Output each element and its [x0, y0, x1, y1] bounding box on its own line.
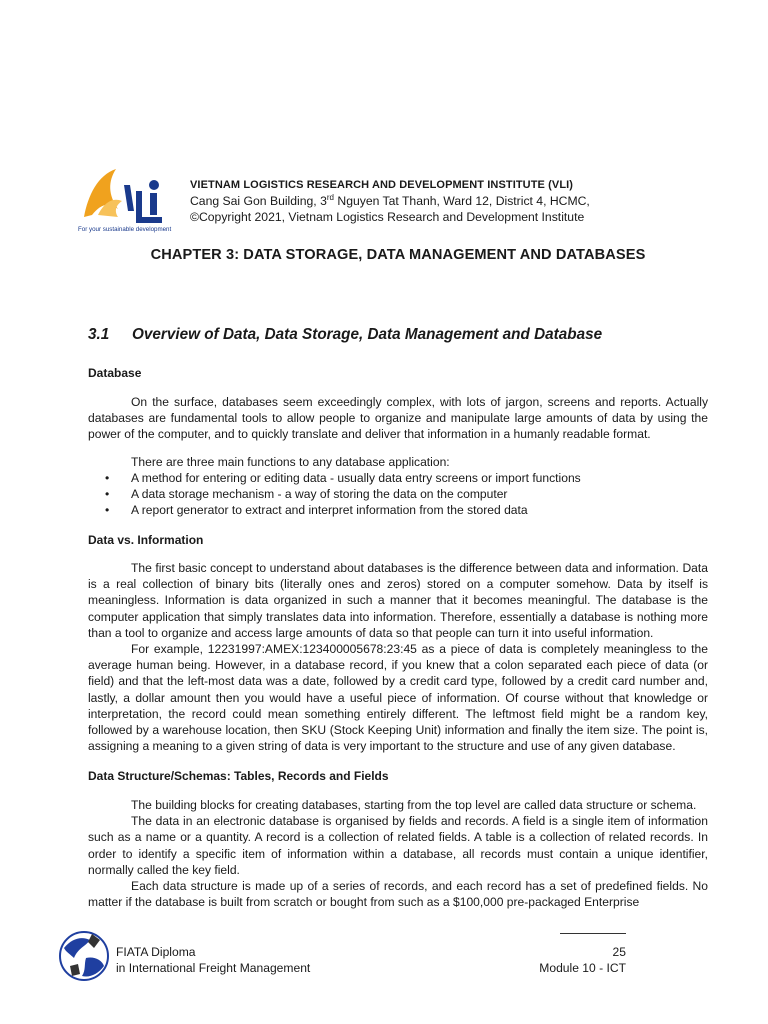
structure-paragraphs: The building blocks for creating databases, starting from the top level are called data structure or schema. The data in an electronic database is organised by fields and records. A field is a single item of information such as a name or a quantity. A record is a collection of related fields. A table is a collection of related records. In order to identify a specific item of information within a database, all records must contain a unique identifier, normally called the key field. Each data structure is made up of a series of records, and each record has a set of predefined fields. No matter if the database is built from scratch or bought from such as a $100,000 pre-packaged Enterprise	[88, 798, 708, 910]
footer-rule	[560, 933, 626, 934]
footer-program: FIATA Diploma in International Freight Management	[116, 945, 311, 975]
footer-page-info	[539, 944, 626, 976]
heading-database: Database	[88, 366, 142, 380]
list-item: • A data storage mechanism - a way of storing the data on the computer	[88, 486, 708, 502]
section-number: 3.1	[88, 326, 110, 343]
logo-tagline: For your sustainable development	[78, 226, 172, 233]
list-item: • A report generator to extract and interpret information from the stored data	[88, 502, 708, 518]
organization-block	[190, 177, 710, 225]
heading-data-vs-information: Data vs. Information	[88, 533, 204, 547]
vli-logo	[78, 165, 178, 233]
module-label: Module 10 - ICT	[539, 961, 626, 975]
section-heading	[88, 326, 602, 344]
functions-list	[88, 470, 708, 518]
heading-data-structure: Data Structure/Schemas: Tables, Records and Fields	[88, 769, 389, 783]
list-item: • A method for entering or editing data - usually data entry screens or import functions	[88, 470, 708, 486]
org-copyright: ©Copyright 2021, Vietnam Logistics Research and Development Institute	[190, 210, 585, 224]
data-vs-info-paragraphs: The first basic concept to understand about databases is the difference between data and information. Data is a real collection of binary bits (literally ones and zeros) stored on a computer somehow. Data by itself is meaningless. Information is data organized in such a manner that it becomes meaningful. The database is the computer application that simply translates data into information. Therefore, essentially a database is nothing more than a tool to organize and access large amounts of data so that people can turn it into useful information. For example, 12231997:AMEX:123400005678:23:45 as a piece of data is completely meaningless to the average human being. However, in a database record, if you knew that a colon separated each piece of data (or field) and that the left-most data was a date, followed by a credit card type, followed by a credit card number and, lastly, a dollar amount then you would have a useful piece of information. Of course without that knowledge or interpretation, the record could mean something entirely different. The leftmost field might be a random key, followed by a warehouse location, then SKU (Stock Keeping Unit) information and finally the item size. The point is, assigning a meaning to a given string of data is very important to the structure and use of any given database.	[88, 561, 708, 754]
fiata-globe-logo	[56, 928, 112, 984]
functions-intro: There are three main functions to any database application:	[131, 455, 450, 469]
database-paragraph: On the surface, databases seem exceedingly complex, with lots of jargon, screens and reports. Actually databases are fundamental tools to allow people to organize and manipulate large amounts of data by using the power of the computer, and to quickly translate and deliver that information in a humanly readable format.	[88, 395, 708, 442]
page-number: 25	[612, 945, 626, 959]
section-title: Overview of Data, Data Storage, Data Management and Database	[132, 326, 603, 343]
org-name: VIETNAM LOGISTICS RESEARCH AND DEVELOPMENT INSTITUTE (VLI)	[190, 179, 574, 191]
chapter-title: CHAPTER 3: DATA STORAGE, DATA MANAGEMENT AND DATABASES	[150, 247, 646, 263]
org-address: Cang Sai Gon Building, 3rd Nguyen Tat Thanh, Ward 12, District 4, HCMC,	[190, 192, 590, 208]
